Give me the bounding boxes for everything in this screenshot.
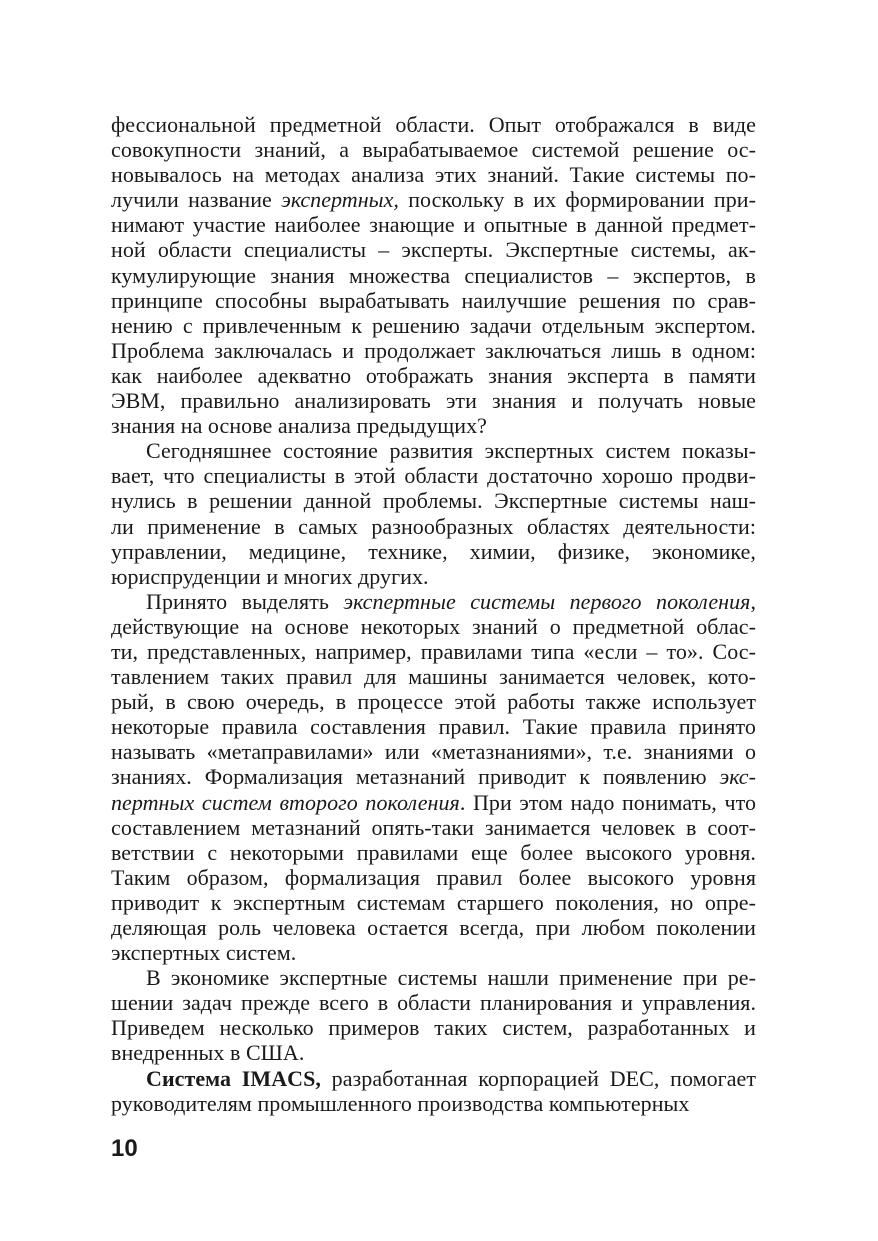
text-line bbox=[111, 689, 756, 714]
text-segment: ти, представленных, например, правилами типа «если – то». Сос- bbox=[111, 638, 756, 664]
paragraph-p2 bbox=[111, 438, 756, 589]
text-segment: составлением метазнаний опять-таки занимается человек в соот- bbox=[111, 814, 756, 840]
text-line bbox=[111, 714, 756, 739]
italic-term: пертных систем второго поколения bbox=[111, 789, 460, 815]
text-line bbox=[111, 890, 756, 915]
text-segment: экспертных систем. bbox=[111, 940, 297, 966]
text-line bbox=[111, 488, 756, 513]
text-line bbox=[111, 589, 756, 614]
text-line bbox=[111, 338, 756, 363]
italic-term: экспертных, bbox=[281, 187, 399, 213]
text-line bbox=[111, 1091, 756, 1116]
text-segment: тавлением таких правил для машины занимается человек, кото- bbox=[111, 664, 756, 690]
text-segment: как наиболее адекватно отображать знания эксперта в памяти bbox=[111, 362, 756, 388]
paragraph-p1 bbox=[111, 112, 756, 438]
text-segment: поскольку в их формировании при- bbox=[399, 187, 756, 213]
text-segment: кумулирующие знания множества специалистов – экспертов, в bbox=[111, 262, 756, 288]
text-line bbox=[111, 965, 756, 990]
text-segment: Принято выделять bbox=[146, 588, 344, 614]
text-segment: нению с привлеченным к решению задачи отдельным экспертом. bbox=[111, 312, 756, 338]
text-line bbox=[111, 639, 756, 664]
text-line bbox=[111, 187, 756, 212]
text-segment: ли применение в самых разнообразных областях деятельности: bbox=[111, 513, 756, 539]
text-segment: разработанная корпорацией DEC, помогает bbox=[320, 1065, 756, 1091]
text-line bbox=[111, 790, 756, 815]
text-segment: управлении, медицине, технике, химии, физике, экономике, bbox=[111, 538, 756, 564]
text-line bbox=[111, 438, 756, 463]
text-line bbox=[111, 212, 756, 237]
text-line bbox=[111, 940, 756, 965]
text-segment: ветствии с некоторыми правилами еще более высокого уровня. bbox=[111, 839, 756, 865]
text-segment: совокупности знаний, а вырабатываемое системой решение ос- bbox=[111, 137, 756, 163]
text-line bbox=[111, 1015, 756, 1040]
text-segment: знаниях. Формализация метазнаний приводит к появлению bbox=[111, 764, 720, 790]
text-line bbox=[111, 915, 756, 940]
text-line bbox=[111, 388, 756, 413]
paragraph-p4 bbox=[111, 965, 756, 1065]
text-line bbox=[111, 137, 756, 162]
paragraph-p5 bbox=[111, 1066, 756, 1116]
page-number: 10 bbox=[111, 1135, 138, 1162]
text-segment: называть «метаправилами» или «метазнаниями», т.е. знаниями о bbox=[111, 739, 756, 765]
text-segment: фессиональной предметной области. Опыт отображался в виде bbox=[111, 112, 756, 137]
text-line bbox=[111, 614, 756, 639]
text-line bbox=[111, 463, 756, 488]
text-line bbox=[111, 1040, 756, 1065]
page-body bbox=[111, 112, 756, 1116]
text-segment: приводит к экспертным системам старшего поколения, но опре- bbox=[111, 889, 756, 915]
text-line bbox=[111, 413, 756, 438]
italic-term: экспертные системы первого поколения bbox=[343, 588, 751, 614]
text-line bbox=[111, 162, 756, 187]
text-segment: Проблема заключалась и продолжает заключаться лишь в одном: bbox=[111, 337, 756, 363]
text-line bbox=[111, 514, 756, 539]
text-segment: Сегодняшнее состояние развития экспертных систем показы- bbox=[146, 438, 756, 464]
text-segment: руководителям промышленного производства компьютерных bbox=[111, 1090, 690, 1116]
text-line bbox=[111, 112, 756, 137]
text-segment: вает, что специалисты в этой области достаточно хорошо продви- bbox=[111, 463, 756, 489]
text-line bbox=[111, 840, 756, 865]
text-segment: принципе способны вырабатывать наилучшие решения по срав- bbox=[111, 287, 756, 313]
text-segment: Таким образом, формализация правил более высокого уровня bbox=[111, 864, 756, 890]
text-segment: лучили название bbox=[111, 187, 282, 213]
text-segment: нулись в решении данной проблемы. Экспертные системы наш- bbox=[111, 488, 756, 514]
text-segment: деляющая роль человека остается всегда, при любом поколении bbox=[111, 915, 756, 940]
text-segment: , bbox=[750, 588, 756, 614]
text-line bbox=[111, 1066, 756, 1091]
text-segment: знания на основе анализа предыдущих? bbox=[111, 413, 487, 439]
text-line bbox=[111, 664, 756, 689]
text-segment: шении задач прежде всего в области планирования и управления. bbox=[111, 990, 756, 1016]
text-line bbox=[111, 564, 756, 589]
text-segment: действующие на основе некоторых знаний о предметной облас- bbox=[111, 613, 756, 639]
text-line bbox=[111, 990, 756, 1015]
text-segment: рый, в свою очередь, в процессе этой работы также использует bbox=[111, 689, 756, 715]
bold-term: Система IMACS, bbox=[146, 1065, 321, 1091]
text-segment: Приведем несколько примеров таких систем, разработанных и bbox=[111, 1015, 756, 1041]
text-line bbox=[111, 363, 756, 388]
text-line bbox=[111, 539, 756, 564]
paragraph-p3 bbox=[111, 589, 756, 965]
text-line bbox=[111, 739, 756, 764]
italic-term: экс- bbox=[719, 764, 756, 790]
text-segment: юриспруденции и многих других. bbox=[111, 563, 429, 589]
text-segment: ЭВМ, правильно анализировать эти знания и получать новые bbox=[111, 388, 756, 414]
text-segment: В экономике экспертные системы нашли применение при ре- bbox=[146, 965, 756, 991]
text-segment: некоторые правила составления правил. Такие правила принято bbox=[111, 714, 756, 740]
text-line bbox=[111, 764, 756, 789]
text-line bbox=[111, 288, 756, 313]
text-line bbox=[111, 263, 756, 288]
text-line bbox=[111, 237, 756, 262]
text-line bbox=[111, 313, 756, 338]
text-segment: внедренных в США. bbox=[111, 1040, 305, 1066]
text-segment: новывалось на методах анализа этих знаний. Такие системы по- bbox=[111, 162, 756, 188]
text-segment: . При этом надо понимать, что bbox=[459, 789, 756, 815]
text-segment: ной области специалисты – эксперты. Экспертные системы, ак- bbox=[111, 237, 756, 263]
text-segment: нимают участие наиболее знающие и опытные в данной предмет- bbox=[111, 212, 756, 238]
text-line bbox=[111, 815, 756, 840]
text-line bbox=[111, 865, 756, 890]
